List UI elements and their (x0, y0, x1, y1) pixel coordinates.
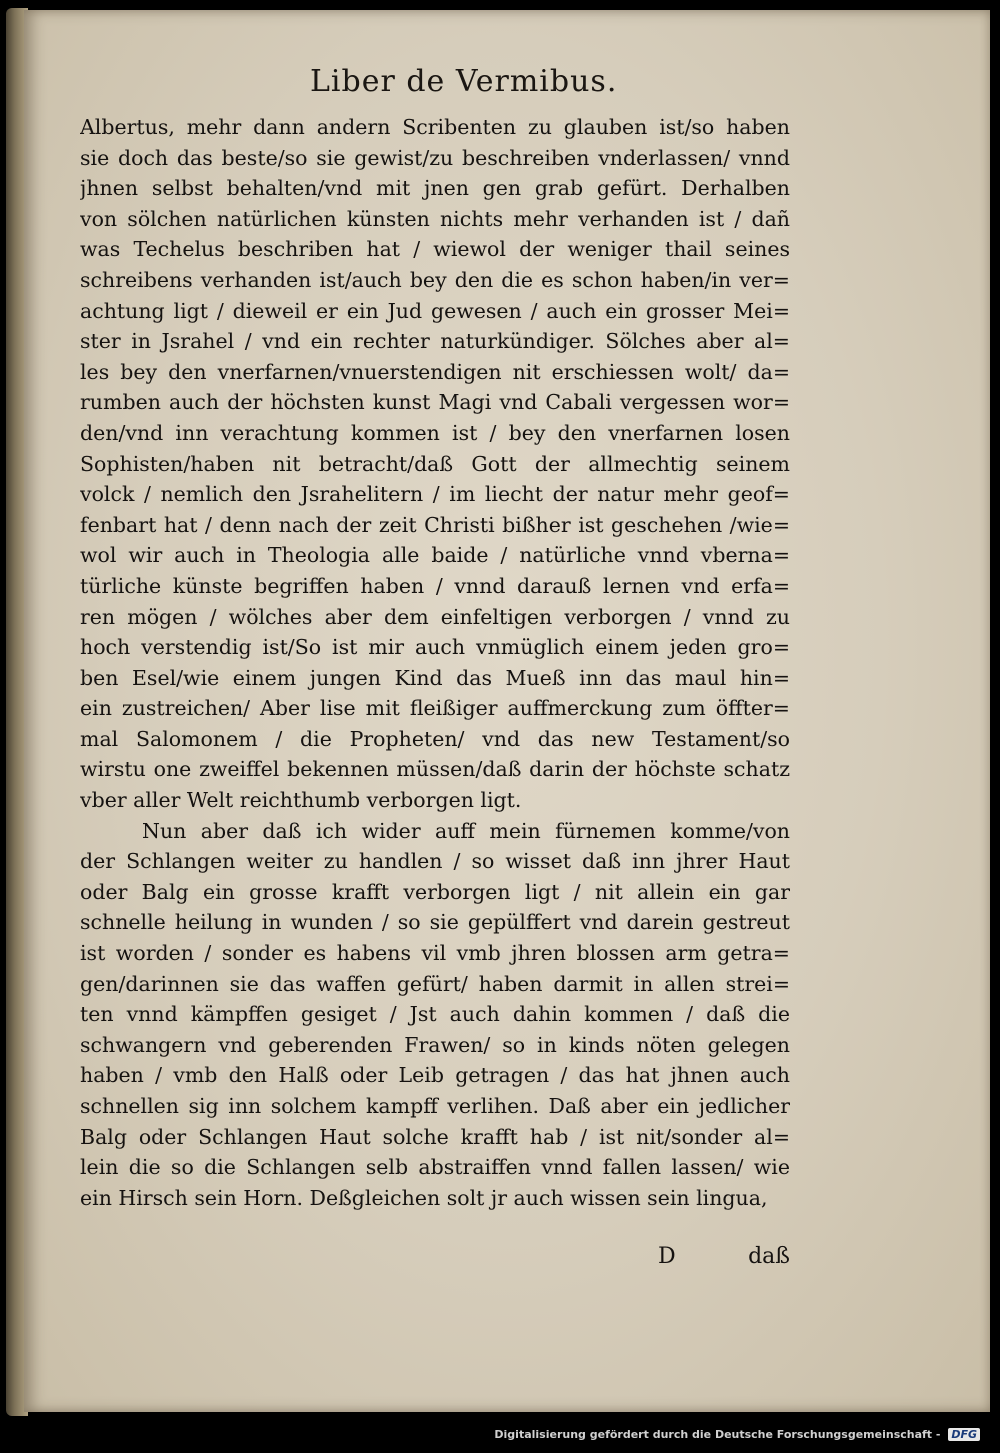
text-line: rumben auch der höchsten kunst Magi vnd Cabali vergessen wor= (80, 390, 790, 415)
text-line: hoch verstendig ist/So ist mir auch vnmüglich einem jeden gro= (80, 635, 790, 660)
text-line: Balg oder Schlangen Haut solche krafft hab / ist nit/sonder al= (80, 1124, 790, 1149)
text-line: jhnen selbst behalten/vnd mit jnen gen grab gefürt. Derhalben (80, 176, 790, 201)
text-line: ben Esel/wie einem jungen Kind das Mueß inn das maul hin= (80, 665, 790, 690)
text-line: wol wir auch in Theologia alle baide / natürliche vnnd vberna= (80, 543, 790, 568)
book-page (24, 10, 990, 1412)
text-line: schnelle heilung in wunden / so sie gepülffert vnd darein gestreut (80, 910, 790, 935)
text-line: ten vnnd kämpffen gesiget / Jst auch dahin kommen / daß die (80, 1002, 790, 1027)
text-line: Nun aber daß ich wider auff mein fürnemen komme/von (142, 818, 790, 843)
text-line: ist worden / sonder es habens vil vmb jhren blossen arm getra= (80, 941, 790, 966)
text-line: türliche künste begriffen haben / vnnd darauß lernen vnd erfa= (80, 573, 790, 598)
text-line: achtung ligt / dieweil er ein Jud gewesen / auch ein grosser Mei= (80, 298, 790, 323)
text-line: fenbart hat / denn nach der zeit Christi bißher ist geschehen /wie= (80, 512, 790, 537)
text-line: vber aller Welt reichthumb verborgen ligt. (80, 788, 522, 813)
text-line: ren mögen / wölches aber dem einfeltigen verborgen / vnnd zu (80, 604, 790, 629)
text-line: lein die so die Schlangen selb abstraiffen vnnd fallen lassen/ wie (80, 1155, 790, 1180)
footer-text: Digitalisierung gefördert durch die Deutsche Forschungsgemeinschaft - (494, 1428, 941, 1441)
text-line: was Techelus beschriben hat / wiewol der weniger thail seines (80, 237, 790, 262)
catchword: daß (748, 1244, 790, 1269)
text-line: der Schlangen weiter zu handlen / so wisset daß inn jhrer Haut (80, 849, 790, 874)
dfg-logo: DFG (948, 1428, 980, 1441)
text-block (80, 112, 790, 1213)
page-foot (80, 1244, 790, 1278)
text-line: les bey den vnerfarnen/vnuerstendigen nit erschiessen wolt/ da= (80, 359, 790, 384)
text-line: schreibens verhanden ist/auch bey den die es schon haben/in ver= (80, 267, 790, 292)
text-line: den/vnd inn verachtung kommen ist / bey den vnerfarnen losen (80, 420, 790, 445)
text-line: schnellen sig inn solchem kampff verlihen. Daß aber ein jedlicher (80, 1094, 790, 1118)
text-line: von sölchen natürlichen künsten nichts mehr verhanden ist / dañ (80, 206, 790, 231)
text-line: Albertus, mehr dann andern Scribenten zu glauben ist/so haben (80, 115, 790, 139)
text-line: volck / nemlich den Jsrahelitern / im liecht der natur mehr geof= (80, 482, 790, 507)
text-line: ein Hirsch sein Horn. Deßgleichen solt jr auch wissen sein lingua, (80, 1185, 768, 1210)
text-line: wirstu one zweiffel bekennen müssen/daß darin der höchste schatz (80, 757, 790, 782)
text-line: oder Balg ein grosse krafft verborgen ligt / nit allein ein gar (80, 879, 790, 904)
text-line: ster in Jsrahel / vnd ein rechter naturkündiger. Sölches aber al= (80, 329, 790, 354)
text-line: haben / vmb den Halß oder Leib getragen / das hat jhnen auch (80, 1063, 790, 1088)
text-line: mal Salomonem / die Propheten/ vnd das new Testament/so (80, 726, 790, 751)
text-line: sie doch das beste/so sie gewist/zu beschreiben vnderlassen/ vnnd (80, 145, 790, 170)
text-line: ein zustreichen/ Aber lise mit fleißiger auffmerckung zum öffter= (80, 696, 790, 721)
funding-footer (494, 1428, 980, 1441)
text-line: Sophisten/haben nit betracht/daß Gott der allmechtig seinem (80, 451, 790, 476)
running-head: Liber de Vermibus. (310, 64, 618, 99)
text-line: schwangern vnd geberenden Frawen/ so in kinds nöten gelegen (80, 1032, 790, 1057)
signature-mark: D (658, 1244, 676, 1269)
text-line: gen/darinnen sie das waffen gefürt/ haben darmit in allen strei= (80, 971, 790, 996)
